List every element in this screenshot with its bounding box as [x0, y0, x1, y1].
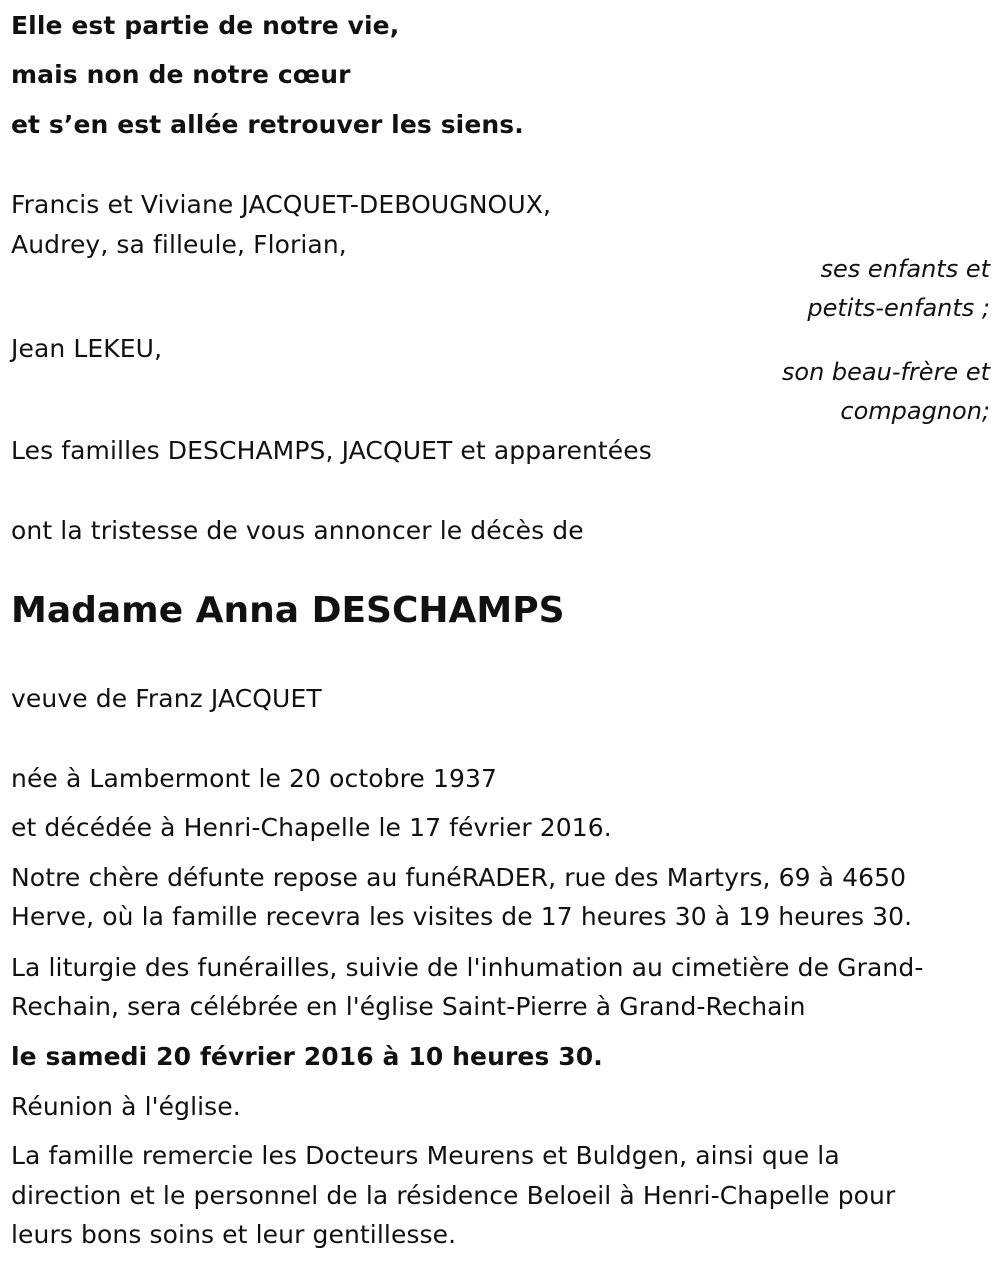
death-info: et décédée à Henri-Chapelle le 17 février 2016. [11, 813, 612, 842]
deceased-name: Madame Anna DESCHAMPS [11, 590, 565, 631]
companion-role-line-1: son beau-frère et [781, 358, 990, 386]
children-names-line-1: Francis et Viviane JACQUET-DEBOUGNOUX, [11, 190, 552, 219]
liturgy-info-line-2: Rechain, sera célébrée en l'église Saint-Pierre à Grand-Rechain [11, 992, 806, 1021]
thanks-line-1: La famille remercie les Docteurs Meurens et Buldgen, ainsi que la [11, 1141, 840, 1170]
children-role-line-2: petits-enfants ; [807, 294, 990, 322]
children-names-line-2: Audrey, sa filleule, Florian, [11, 230, 347, 259]
widow-of: veuve de Franz JACQUET [11, 684, 322, 713]
children-role-line-1: ses enfants et [820, 255, 990, 283]
verse-line-1: Elle est partie de notre vie, [11, 11, 400, 40]
thanks-line-3: leurs bons soins et leur gentillesse. [11, 1220, 457, 1249]
liturgy-info-line-1: La liturgie des funérailles, suivie de l'inhumation au cimetière de Grand- [11, 953, 924, 982]
visit-info-line-1: Notre chère défunte repose au funéRADER, rue des Martyrs, 69 à 4650 [11, 863, 907, 892]
meeting-point: Réunion à l'église. [11, 1092, 241, 1121]
related-families: Les familles DESCHAMPS, JACQUET et apparentées [11, 436, 652, 465]
thanks-line-2: direction et le personnel de la résidence Beloeil à Henri-Chapelle pour [11, 1181, 896, 1210]
companion-name: Jean LEKEU, [11, 334, 163, 363]
visit-info-line-2: Herve, où la famille recevra les visites de 17 heures 30 à 19 heures 30. [11, 902, 913, 931]
verse-line-3: et s’en est allée retrouver les siens. [11, 110, 524, 139]
announcement-text: ont la tristesse de vous annoncer le décès de [11, 516, 584, 545]
birth-info: née à Lambermont le 20 octobre 1937 [11, 764, 497, 793]
companion-role-line-2: compagnon; [840, 397, 990, 425]
verse-line-2: mais non de notre cœur [11, 60, 351, 89]
ceremony-date-time: le samedi 20 février 2016 à 10 heures 30. [11, 1042, 603, 1071]
